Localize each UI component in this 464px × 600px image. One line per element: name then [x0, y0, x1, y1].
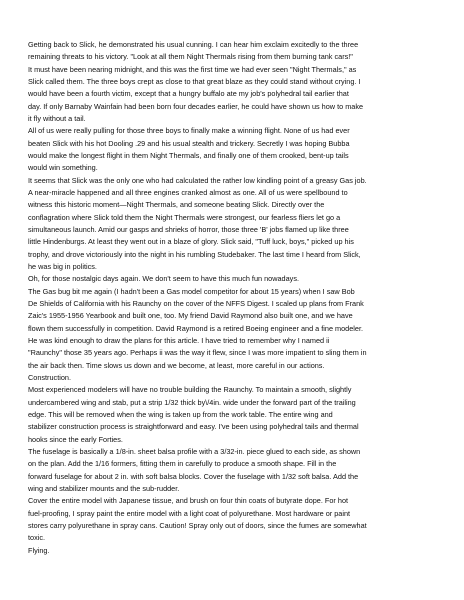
- text-line: trophy, and drove victoriously into the night in his rumbling Studebaker. The last time I heard from Slick,: [28, 250, 361, 259]
- text-line: day. If only Barnaby Wainfain had been born four decades earlier, he could have shown us how to make: [28, 102, 364, 111]
- text-line: He was kind enough to draw the plans for this article. I have tried to remember why I named ii: [28, 336, 330, 345]
- text-line: The fuselage is basically a 1/8-in. sheet balsa profile with a 3/32-in. piece glued to each side, as shown: [28, 447, 361, 456]
- text-line: remaining threats to his victory. "Look at all them Night Thermals rising from them burning tank cars!": [28, 52, 353, 61]
- text-line: beaten Slick with his hot Dooling .29 and his usual stealth and trickery. Secretly I was hoping Bubba: [28, 139, 350, 148]
- text-line: edge. This will be removed when the wing is taken up from the work table. The entire wing and: [28, 410, 333, 419]
- text-line: little Hindenburgs. At least they went out in a blaze of glory. Slick said, "Tuff luck, boys," picked up his: [28, 237, 354, 246]
- text-line: the air back then. Time slows us down and we become, at least, more careful in our actions.: [28, 361, 325, 370]
- text-line: would make the longest flight in them Night Thermals, and finally one of them crooked, bent-up tails: [28, 151, 349, 160]
- text-line: Cover the entire model with Japanese tissue, and brush on four thin coats of butyrate dope. For hot: [28, 496, 349, 505]
- text-line: stabilizer construction process is straightforward and easy. I've been using polyhedral tails and thermal: [28, 422, 359, 431]
- text-line: fuel-proofing, I spray paint the entire model with a light coat of polyurethane. Most hardware or paint: [28, 509, 351, 518]
- text-line: It must have been nearing midnight, and this was the first time we had ever seen "Night Thermals," as: [28, 65, 357, 74]
- text-line: flown them successfully in competition. David Raymond is a retired Boeing engineer and a fine modeler.: [28, 324, 364, 333]
- text-line: Oh, for those nostalgic days again. We don't seem to have this much fun nowadays.: [28, 274, 299, 283]
- text-line: it fly without a tail.: [28, 114, 86, 123]
- text-line: he was big in politics.: [28, 262, 97, 271]
- text-line: on the plan. Add the 1/16 formers, fitting them in carefully to produce a smooth shape. Fill in the: [28, 459, 337, 468]
- text-line: simultaneous launch. Amid our gasps and shrieks of horror, those three 'B' jobs flamed up like three: [28, 225, 349, 234]
- text-line: witness this historic moment—Night Thermals, and someone beating Slick. Directly over the: [28, 200, 325, 209]
- text-line: undercambered wing and stab, put a strip 1/32 thick by\/4in. wide under the forward part of the trailing: [28, 398, 356, 407]
- text-line: conflagration where Slick told them the Night Thermals were strongest, our fearless fliers let go a: [28, 213, 341, 222]
- text-line: Slick called them. The three boys crept as close to that great blaze as they could stand without crying. I: [28, 77, 361, 86]
- text-line: All of us were really pulling for those three boys to finally make a winning flight. None of us had ever: [28, 126, 350, 135]
- text-line: Zaic's 1955-1956 Yearbook and built one, too. My friend David Raymond also built one, and we have: [28, 311, 353, 320]
- text-line: Most experienced modelers will have no trouble building the Raunchy. To maintain a smooth, slightly: [28, 385, 352, 394]
- text-line: would have been a fourth victim, except that a hungry buffalo ate my job's polyhedral tail earlier that: [28, 89, 349, 98]
- text-line: The Gas bug bit me again (I hadn't been a Gas model competitor for about 15 years) when I saw Bob: [28, 287, 355, 296]
- text-line: toxic.: [28, 533, 46, 542]
- text-line: would win something.: [28, 163, 98, 172]
- text-line: De Shields of California with his Raunchy on the cover of the NFFS Digest. I scaled up plans from Frank: [28, 299, 364, 308]
- text-line: forward fuselage for about 2 in. with soft balsa blocks. Cover the fuselage with 1/32 soft balsa. Add the: [28, 472, 359, 481]
- text-line: A near-miracle happened and all three engines cranked almost as one. All of us were spellbound to: [28, 188, 348, 197]
- text-line: stores carry polyurethane in spray cans. Caution! Spray only out of doors, since the fumes are somewhat: [28, 521, 367, 530]
- text-line: Getting back to Slick, he demonstrated his usual cunning. I can hear him exclaim excitedly to the three: [28, 40, 359, 49]
- text-line: "Raunchy" those 35 years ago. Perhaps ii was the way it flew, since I was more impatient to sling them in: [28, 348, 367, 357]
- text-line: Construction.: [28, 373, 71, 382]
- text-line: wing and stabilizer mounts and the sub-rudder.: [28, 484, 180, 493]
- text-line: Flying.: [28, 546, 50, 555]
- text-line: hooks since the early Forties.: [28, 435, 123, 444]
- text-line: It seems that Slick was the only one who had calculated the rather low kindling point of a greasy Gas job.: [28, 176, 367, 185]
